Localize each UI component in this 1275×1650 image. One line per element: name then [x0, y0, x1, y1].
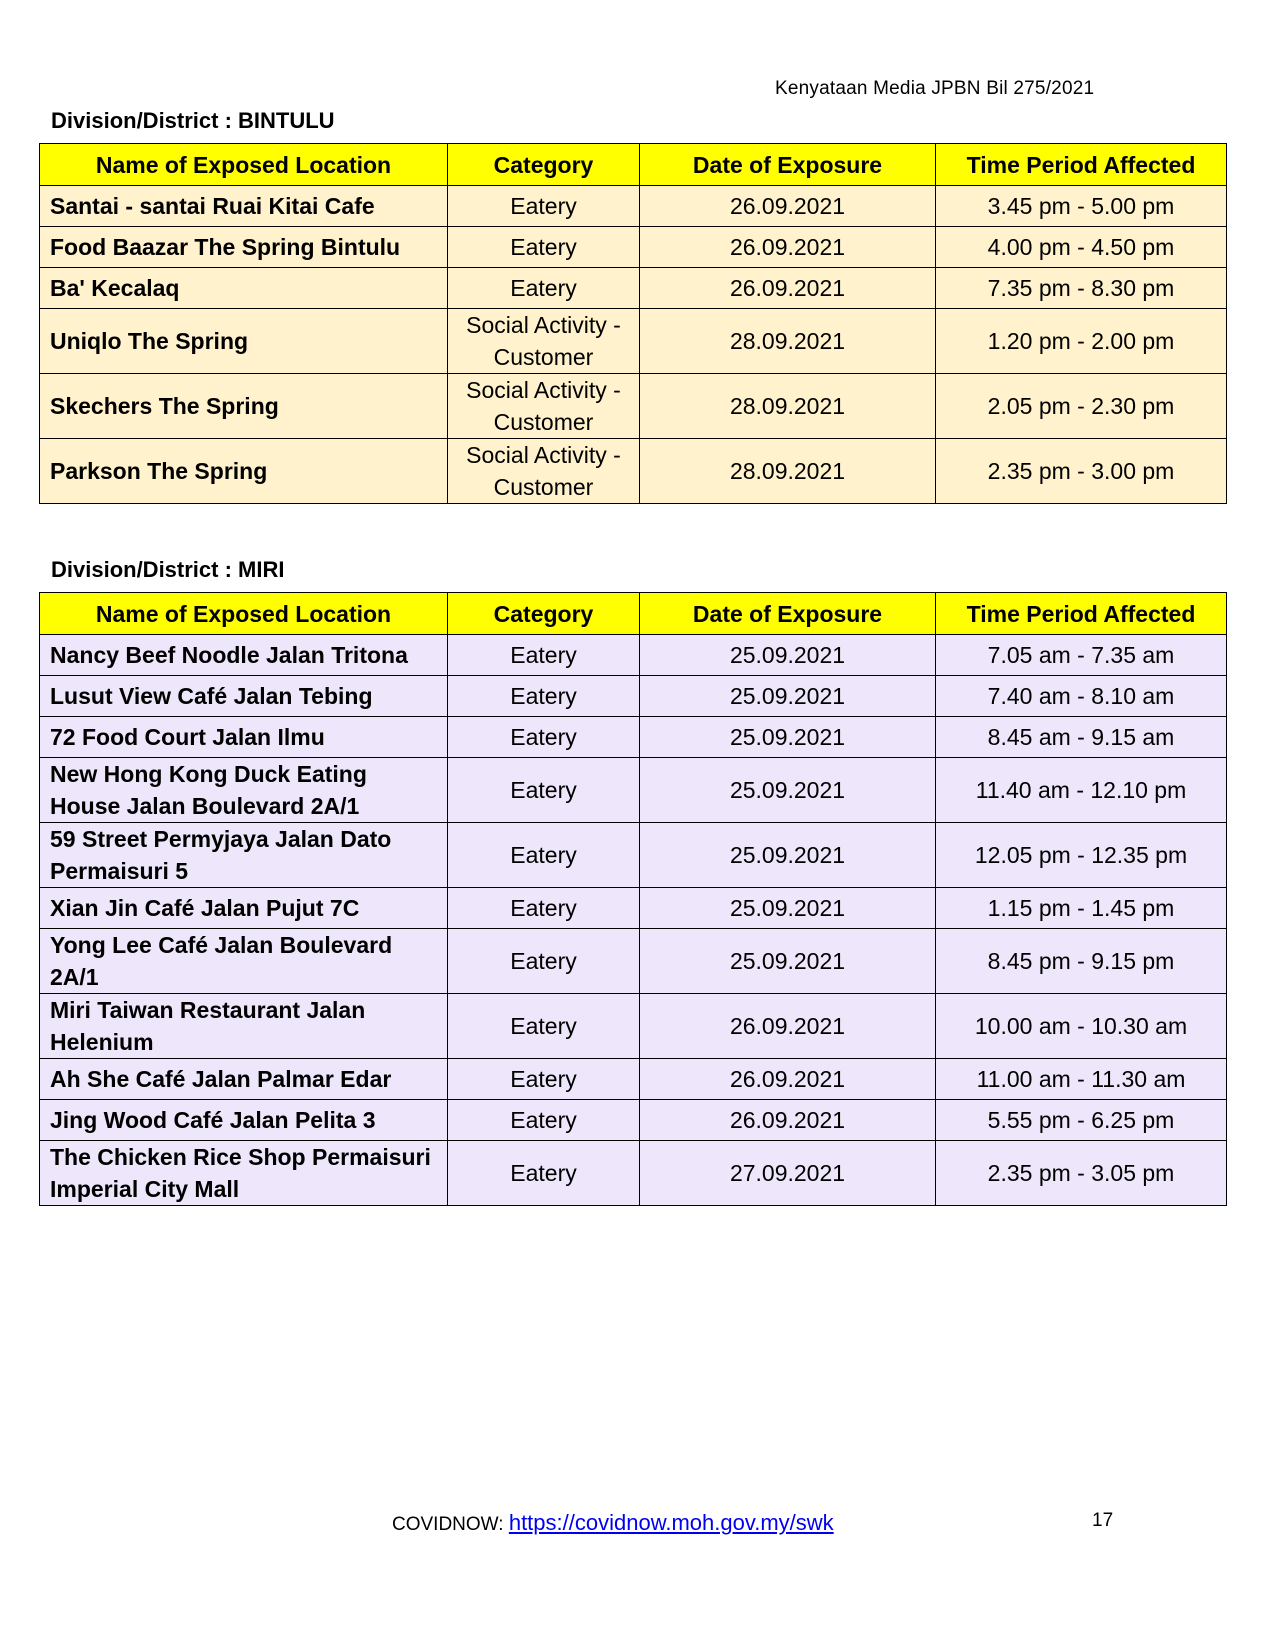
category-cell: Eatery — [448, 823, 640, 888]
table-row — [40, 888, 1227, 929]
table-row — [40, 186, 1227, 227]
category-cell: Eatery — [448, 1100, 640, 1141]
header-location: Name of Exposed Location — [40, 144, 448, 186]
date-cell: 26.09.2021 — [640, 227, 936, 268]
miri-exposure-table — [39, 592, 1227, 1206]
time-cell: 12.05 pm - 12.35 pm — [936, 823, 1227, 888]
location-cell: 59 Street Permyjaya Jalan Dato Permaisuri 5 — [40, 823, 448, 888]
location-cell: Food Baazar The Spring Bintulu — [40, 227, 448, 268]
category-cell: Eatery — [448, 635, 640, 676]
footer-label: COVIDNOW: — [392, 1514, 504, 1535]
date-cell: 28.09.2021 — [640, 374, 936, 439]
header-category: Category — [448, 144, 640, 186]
time-cell: 8.45 am - 9.15 am — [936, 717, 1227, 758]
location-cell: Santai - santai Ruai Kitai Cafe — [40, 186, 448, 227]
category-cell: Social Activity - Customer — [448, 374, 640, 439]
table-row — [40, 374, 1227, 439]
location-cell: Ba' Kecalaq — [40, 268, 448, 309]
location-cell: Miri Taiwan Restaurant Jalan Helenium — [40, 994, 448, 1059]
location-cell: Yong Lee Café Jalan Boulevard 2A/1 — [40, 929, 448, 994]
date-cell: 26.09.2021 — [640, 1059, 936, 1100]
date-cell: 25.09.2021 — [640, 888, 936, 929]
table-row — [40, 268, 1227, 309]
header-date: Date of Exposure — [640, 593, 936, 635]
date-cell: 26.09.2021 — [640, 994, 936, 1059]
table-row — [40, 1059, 1227, 1100]
table-row — [40, 676, 1227, 717]
category-cell: Eatery — [448, 929, 640, 994]
date-cell: 25.09.2021 — [640, 823, 936, 888]
date-cell: 26.09.2021 — [640, 268, 936, 309]
time-cell: 1.20 pm - 2.00 pm — [936, 309, 1227, 374]
table-row — [40, 929, 1227, 994]
date-cell: 25.09.2021 — [640, 635, 936, 676]
table-header-row — [40, 144, 1227, 186]
table-row — [40, 439, 1227, 504]
time-cell: 10.00 am - 10.30 am — [936, 994, 1227, 1059]
category-cell: Eatery — [448, 186, 640, 227]
category-cell: Eatery — [448, 268, 640, 309]
category-cell: Eatery — [448, 717, 640, 758]
time-cell: 3.45 pm - 5.00 pm — [936, 186, 1227, 227]
location-cell: 72 Food Court Jalan Ilmu — [40, 717, 448, 758]
time-cell: 2.35 pm - 3.05 pm — [936, 1141, 1227, 1206]
category-cell: Eatery — [448, 994, 640, 1059]
time-cell: 8.45 pm - 9.15 pm — [936, 929, 1227, 994]
date-cell: 25.09.2021 — [640, 717, 936, 758]
location-cell: New Hong Kong Duck Eating House Jalan Boulevard 2A/1 — [40, 758, 448, 823]
table-row — [40, 309, 1227, 374]
time-cell: 11.40 am - 12.10 pm — [936, 758, 1227, 823]
date-cell: 25.09.2021 — [640, 676, 936, 717]
table-row — [40, 227, 1227, 268]
time-cell: 7.05 am - 7.35 am — [936, 635, 1227, 676]
location-cell: Lusut View Café Jalan Tebing — [40, 676, 448, 717]
table-header-row — [40, 593, 1227, 635]
date-cell: 27.09.2021 — [640, 1141, 936, 1206]
table-row — [40, 717, 1227, 758]
time-cell: 2.05 pm - 2.30 pm — [936, 374, 1227, 439]
header-location: Name of Exposed Location — [40, 593, 448, 635]
location-cell: Uniqlo The Spring — [40, 309, 448, 374]
category-cell: Eatery — [448, 227, 640, 268]
date-cell: 28.09.2021 — [640, 309, 936, 374]
date-cell: 25.09.2021 — [640, 929, 936, 994]
category-cell: Eatery — [448, 888, 640, 929]
header-date: Date of Exposure — [640, 144, 936, 186]
date-cell: 25.09.2021 — [640, 758, 936, 823]
location-cell: The Chicken Rice Shop Permaisuri Imperial City Mall — [40, 1141, 448, 1206]
section-title-miri: Division/District : MIRI — [51, 557, 285, 582]
category-cell: Social Activity - Customer — [448, 439, 640, 504]
time-cell: 5.55 pm - 6.25 pm — [936, 1100, 1227, 1141]
time-cell: 2.35 pm - 3.00 pm — [936, 439, 1227, 504]
location-cell: Xian Jin Café Jalan Pujut 7C — [40, 888, 448, 929]
header-time: Time Period Affected — [936, 593, 1227, 635]
date-cell: 26.09.2021 — [640, 1100, 936, 1141]
location-cell: Nancy Beef Noodle Jalan Tritona — [40, 635, 448, 676]
table-row — [40, 1100, 1227, 1141]
bintulu-exposure-table — [39, 143, 1227, 504]
table-row — [40, 758, 1227, 823]
table-row — [40, 1141, 1227, 1206]
time-cell: 1.15 pm - 1.45 pm — [936, 888, 1227, 929]
header-time: Time Period Affected — [936, 144, 1227, 186]
section-title-bintulu: Division/District : BINTULU — [51, 108, 335, 133]
footer — [392, 1510, 834, 1536]
time-cell: 7.40 am - 8.10 am — [936, 676, 1227, 717]
table-row — [40, 994, 1227, 1059]
category-cell: Eatery — [448, 1141, 640, 1206]
table-row — [40, 635, 1227, 676]
location-cell: Jing Wood Café Jalan Pelita 3 — [40, 1100, 448, 1141]
category-cell: Eatery — [448, 676, 640, 717]
time-cell: 7.35 pm - 8.30 pm — [936, 268, 1227, 309]
page-number: 17 — [1092, 1510, 1114, 1531]
location-cell: Skechers The Spring — [40, 374, 448, 439]
covidnow-link[interactable]: https://covidnow.moh.gov.my/swk — [508, 1510, 834, 1535]
date-cell: 26.09.2021 — [640, 186, 936, 227]
time-cell: 4.00 pm - 4.50 pm — [936, 227, 1227, 268]
table-row — [40, 823, 1227, 888]
category-cell: Eatery — [448, 1059, 640, 1100]
category-cell: Eatery — [448, 758, 640, 823]
location-cell: Ah She Café Jalan Palmar Edar — [40, 1059, 448, 1100]
location-cell: Parkson The Spring — [40, 439, 448, 504]
date-cell: 28.09.2021 — [640, 439, 936, 504]
category-cell: Social Activity - Customer — [448, 309, 640, 374]
time-cell: 11.00 am - 11.30 am — [936, 1059, 1227, 1100]
header-category: Category — [448, 593, 640, 635]
page-header-reference: Kenyataan Media JPBN Bil 275/2021 — [775, 78, 1095, 99]
